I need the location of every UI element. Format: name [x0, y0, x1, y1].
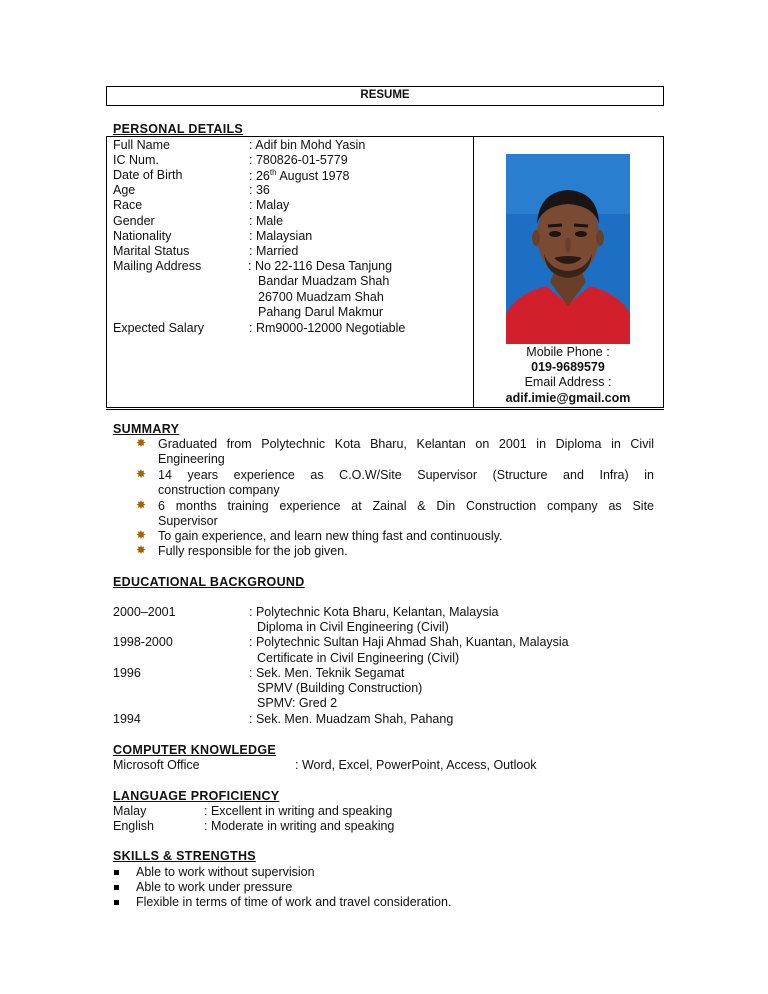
skill-item: Able to work without supervision	[136, 865, 315, 879]
square-bullet-icon	[114, 885, 119, 890]
language-label: Malay	[113, 804, 147, 818]
skill-item: Able to work under pressure	[136, 880, 293, 894]
address-line: Bandar Muadzam Shah	[258, 274, 390, 288]
skill-item: Flexible in terms of time of work and travel consideration.	[136, 895, 452, 909]
dob-suffix: August 1978	[276, 169, 350, 184]
label-age: Age	[113, 183, 136, 197]
label-address: Mailing Address	[113, 259, 202, 273]
skills-heading: SKILLS & STRENGTHS	[113, 849, 256, 863]
resume-title-box	[106, 86, 664, 106]
language-value: : Moderate in writing and speaking	[204, 819, 395, 833]
label-full-name: Full Name	[113, 138, 170, 152]
summary-item-line: Supervisor	[158, 514, 218, 528]
label-gender: Gender	[113, 214, 155, 228]
label-nationality: Nationality	[113, 229, 172, 243]
personal-details-bottom-rule	[106, 409, 664, 410]
dob-prefix: : 26	[249, 169, 270, 184]
value-gender: : Male	[249, 214, 284, 228]
education-heading: EDUCATIONAL BACKGROUND	[113, 575, 305, 589]
language-value: : Excellent in writing and speaking	[204, 804, 393, 818]
star-bullet-icon: ✸	[136, 528, 147, 542]
square-bullet-icon	[114, 900, 119, 905]
education-line: SPMV: Gred 2	[257, 696, 338, 710]
education-line: : Sek. Men. Teknik Segamat	[249, 666, 405, 680]
value-salary: : Rm9000-12000 Negotiable	[249, 321, 406, 335]
education-year: 1996	[113, 666, 141, 680]
summary-item-line: Fully responsible for the job given.	[158, 544, 348, 558]
resume-title: RESUME	[360, 89, 410, 101]
education-year: 2000–2001	[113, 605, 176, 619]
label-dob: Date of Birth	[113, 168, 183, 182]
education-line: : Polytechnic Kota Bharu, Kelantan, Malaysia	[249, 605, 499, 619]
summary-item-line: Engineering	[158, 452, 225, 466]
value-nationality: : Malaysian	[249, 229, 313, 243]
star-bullet-icon: ✸	[136, 543, 147, 557]
square-bullet-icon	[114, 870, 119, 875]
value-dob	[249, 168, 350, 183]
address-line: Pahang Darul Makmur	[258, 305, 384, 319]
value-race: : Malay	[249, 198, 290, 212]
computer-value: : Word, Excel, PowerPoint, Access, Outlook	[295, 758, 537, 772]
language-heading: LANGUAGE PROFICIENCY	[113, 789, 280, 803]
summary-heading: SUMMARY	[113, 422, 180, 436]
value-marital: : Married	[249, 244, 299, 258]
dob-sup: th	[269, 168, 277, 177]
value-address: : No 22-116 Desa Tanjung	[248, 259, 393, 273]
mobile-label: Mobile Phone :	[526, 345, 610, 359]
star-bullet-icon: ✸	[136, 436, 147, 450]
value-full-name: : Adif bin Mohd Yasin	[249, 138, 366, 152]
computer-heading: COMPUTER KNOWLEDGE	[113, 743, 277, 757]
education-year: 1998-2000	[113, 635, 173, 649]
profile-photo	[506, 154, 630, 344]
language-label: English	[113, 819, 154, 833]
label-salary: Expected Salary	[113, 321, 205, 335]
summary-item-line: Graduated from Polytechnic Kota Bharu, Kelantan on 2001 in Diploma in Civil	[158, 437, 654, 451]
address-line: 26700 Muadzam Shah	[258, 290, 384, 304]
education-line: Diploma in Civil Engineering (Civil)	[257, 620, 449, 634]
label-race: Race	[113, 198, 143, 212]
summary-item-line: 14 years experience as C.O.W/Site Supervisor (Structure and Infra) in	[158, 468, 654, 482]
value-age: : 36	[249, 183, 270, 197]
summary-item-line: 6 months training experience at Zainal & Din Construction company as Site	[158, 499, 654, 513]
label-marital: Marital Status	[113, 244, 190, 258]
value-ic: : 780826-01-5779	[249, 153, 348, 167]
education-line: : Polytechnic Sultan Haji Ahmad Shah, Kuantan, Malaysia	[249, 635, 569, 649]
star-bullet-icon: ✸	[136, 467, 147, 481]
summary-item-line: To gain experience, and learn new thing fast and continuously.	[158, 529, 503, 543]
email-value: adif.imie@gmail.com	[505, 391, 631, 405]
education-year: 1994	[113, 712, 141, 726]
personal-details-heading: PERSONAL DETAILS	[113, 122, 244, 136]
mobile-value: 019-9689579	[531, 360, 605, 374]
star-bullet-icon: ✸	[136, 498, 147, 512]
label-ic: IC Num.	[113, 153, 159, 167]
profile-photo-image	[506, 154, 630, 344]
computer-label: Microsoft Office	[113, 758, 200, 772]
education-line: : Sek. Men. Muadzam Shah, Pahang	[249, 712, 454, 726]
education-line: Certificate in Civil Engineering (Civil)	[257, 651, 460, 665]
education-line: SPMV (Building Construction)	[257, 681, 423, 695]
email-label: Email Address :	[524, 375, 612, 389]
summary-item-line: construction company	[158, 483, 280, 497]
